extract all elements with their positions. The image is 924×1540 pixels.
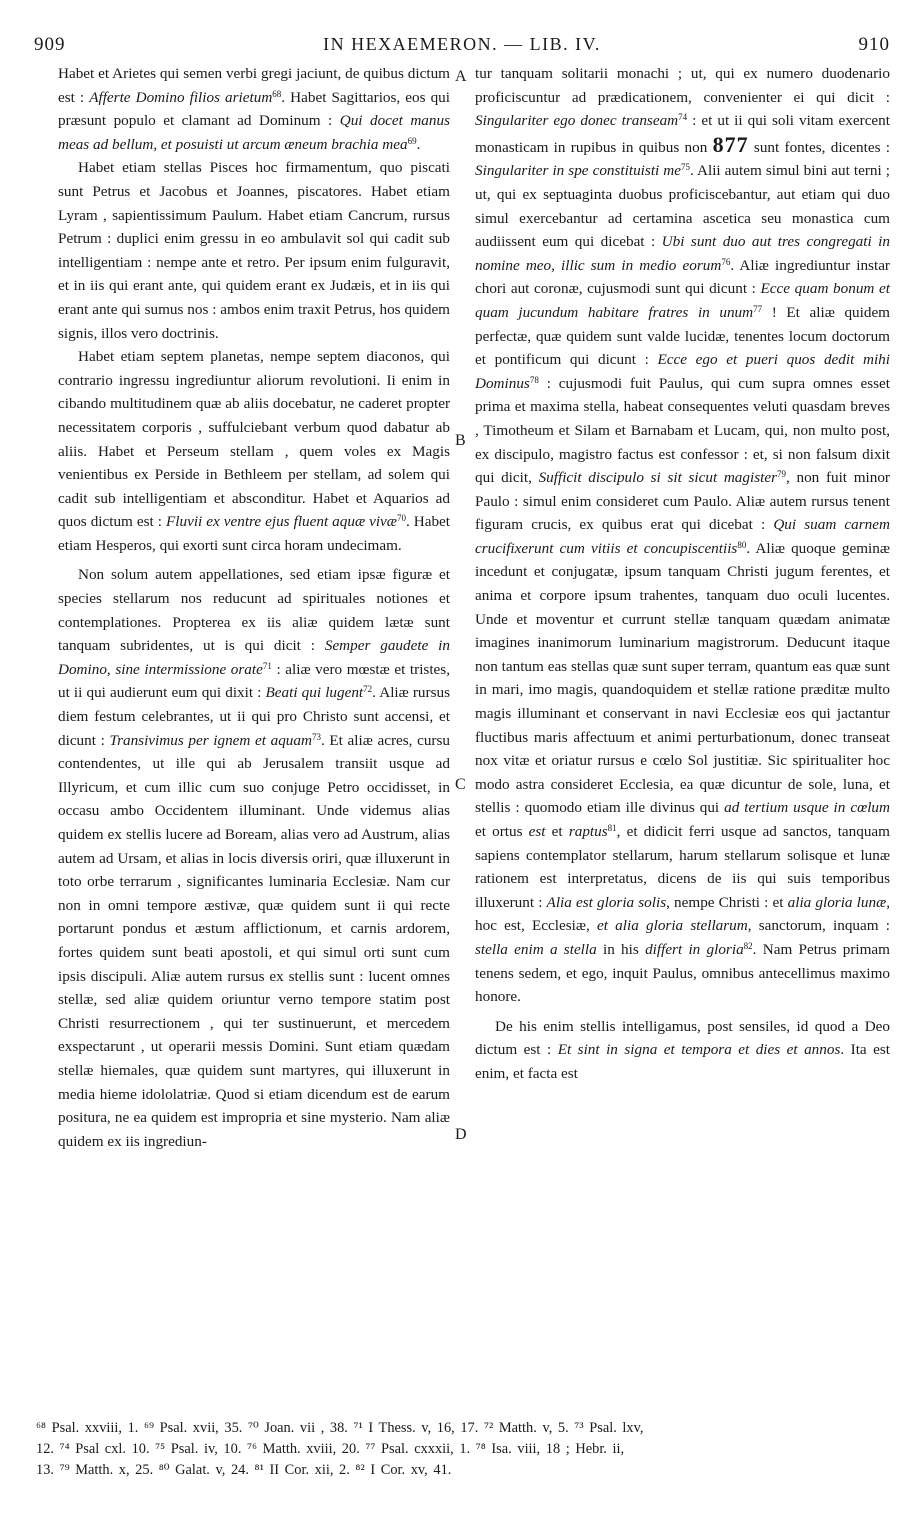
- footnote-line: ⁶⁸ Psal. xxviii, 1. ⁶⁹ Psal. xvii, 35. ⁷⁰ Joan. vii , 38. ⁷¹ I Thess. v, 16, 17. ⁷² Matth. v, 5. ⁷³ Psal. lxv,: [36, 1420, 644, 1436]
- margin-marker-b: B: [455, 432, 466, 449]
- running-title: IN HEXAEMERON. — LIB. IV.: [323, 34, 601, 54]
- paragraph: Habet et Arietes qui semen verbi gregi jaciunt, de quibus dictum est : Afferte Domino filios arietum$^{68}$. Habet Sagittarios, eos qui præsunt populo et clamant ad Dominum : Qui docet manus meas ad bellum, et posuisti ut arcum æneum brachia mea$^{69}$.: [58, 65, 450, 153]
- left-column: [58, 62, 450, 1153]
- paragraph: De his enim stellis intelligamus, post sensiles, id quod a Deo dictum est : Et sint in signa et tempora et dies et annos. Ita est enim, et facta est: [475, 1017, 891, 1082]
- paragraph: Habet etiam septem planetas, nempe septem diaconos, qui contrario ingressu ingrediuntur aliorum revolutioni. Ii enim in cibando multitudinem quæ ab aliis docebatur, ne caderet propter necessitatem corporis , suffulciebant verbum quod dabatur ab aliis. Habet et Perseum stellam , quem voles ex Magis venientibus ex Perside in Bethleem per stellam, ad solem qui cadit sub intelligentiam et absconditur. Habet et Aquarios ad quos dictum est : Fluvii ex ventre ejus fluent aquæ vivæ$^{70}$. Habet etiam Hesperos, qui exorti sunt circa horam undecimam.: [58, 348, 451, 554]
- margin-marker-a: A: [455, 68, 467, 85]
- paragraph: Non solum autem appellationes, sed etiam ipsæ figuræ et species stellarum nos reducunt ad spirituales notiones et contemplationes. Propterea ex iis aliæ quidem lætæ sunt tanquam subridentes, ut is qui dicit : Semper gaudete in Domino, sine intermissione orate$^{71}$ : aliæ vero mœstæ et tristes, ut ii qui audierunt eum qui dixit : Beati qui lugent$^{72}$. Aliæ rursus diem festum celebrantes, ut ii qui pro Christo sunt accensi, et dicunt : Transivimus per ignem et aquam$^{73}$. Et aliæ acres, cursu contendentes, ut ille qui ab Jerusalem transiit usque ad Illyricum, et cum illic cum suo conjuge Petro occidisset, in occasu ambo Occidentem illuminant. Unde videmus alias quidem ex stellis lucere ad Boream, alias vero ad Austrum, alias autem ad Ursam, et alias in locis diversis oriri, quæ illuxerunt in toto orbe terrarum , significantes luminaria Ecclesiæ. Nam cur non in omni tempore æstivæ, quæ quidem sunt ii qui recte portarunt pondus et æstum afflictionum, et carnis ardorem, fortes quidem sunt beati apostoli, et qui simul orti sunt cum ipsis discipuli. Aliæ autem rursus ex stellis sunt : lucent omnes stellæ, sed aliæ quidem oriuntur verno tempore statim post Christi resurrectionem , qui ter sustinuerunt, et mercedem exspectarunt , ut operarii messis Domini. Sunt etiam quædam stellæ hiemales, quæ quidem sunt martyres, qui illuxerunt in media hieme idololatriæ. Quod si etiam dicendum est de earum positura, ne ea quidem est impropria et sine mysterio. Nam aliæ quidem ex iis ingrediun-: [58, 566, 450, 1150]
- paragraph: tur tanquam solitarii monachi ; ut, qui ex numero duodenario proficiscuntur ad prædicationem, convenienter ei qui dicit : Singulariter ego donec transeam$^{74}$ : et ut ii qui soli vitam exercent monasticam in rupibus in quibus non 877 sunt fontes, dicentes : Singulariter in spe constituisti $me^{75}$. Alii autem simul bini aut terni ; ut, qui ex septuaginta duobus proficiscebantur, aut etiam qui duo simul exercebantur ad certamina ascetica seu monastica cum audiissent eum qui dicebat : Ubi sunt duo aut tres congregati in nomine meo, illic sum in medio eorum$^{76}$. Aliæ ingrediuntur instar chori aut coronæ, cujusmodi sunt qui dicunt : Ecce quam bonum et quam jucundum habitare fratres in unum$^{77}$ ! Et aliæ quidem perfectæ, quæ quidem sunt valde lucidæ, tenentes locum doctorum et pontificum qui dicunt : Ecce ego et pueri quos dedit mihi Dominus$^{78}$ : cujusmodi fuit Paulus, qui cum supra omnes esset prima et maxima stella, habeat consequentes veluti quasdam breves , Timotheum et Silam et Barnabam et Lucam, qui, non multo post, ex discipulo, magistro factus est confessor : et, si non falsum dixit qui dicit, Sufficit discipulo si sit sicut magister$^{79}$, non fuit minor Paulo : simul enim consideret cum Paulo. Aliæ autem rursus tenent figuram crucis, ex quibus erat qui dicebat : Qui suam carnem crucifixerunt cum vitiis et concupiscentiis$^{80}$. Aliæ quoque geminæ incedunt et conjugatæ, ipsum tanquam Christi jugum ferentes, et anima et corpore ipsum trahentes, tanquam duo oculi lucentes. Unde et moventur et currunt stellæ tanquam quædam animatæ imagines inanimorum luminarium magistrorum. Deducunt itaque non tantum eas stellas quæ sunt super terram, quantum eas quæ sunt in mari, imo magis, quandoquidem et stellæ ratione præditæ multo magis illuminant et conservant in navi Ecclesiæ eos qui jactantur fluctibus maris affectuum et animi perturbationum, donec transeat nox vitæ et oriatur rursus e cœlo Sol justitiæ. Sic spiritualiter hoc modo astra consideret Ecclesia, ea quæ dicuntur de sole, luna, et stellis : quomodo etiam ille divinus qui ad tertium usque in cœlum et ortus est et raptus$^{81}$, et didicit ferri usque ad sanctos, tanquam sapiens contemplator stellarum, harum stellarum solisque et lunæ rationem est interpretatus, dicens de iis qui suis temporibus illuxerunt : Alia est gloria solis, nempe Christi : et alia gloria lunæ, hoc est, Ecclesiæ, et alia gloria stellarum, sanctorum, inquam : stella enim a stella in his differt in gloria$^{82}$. Nam Petrus primam tenens sedem, et ego, inquit Paulus, omnibus antecellimus maximo honore.: [475, 65, 891, 1006]
- paragraph: Habet etiam stellas Pisces hoc firmamentum, quo piscati sunt Petrus et Jacobus et Joannes, piscatores. Habet etiam Lyram , sapientissimum Paulum. Habet etiam Cancrum, rursus Petrum : duplici enim gressu in eo ambulavit sol qui cadit sub intelligentiam : nempe ante et retro. Per ipsum enim fulguravit, et in iis qui erant ante, qui quidem erant ex Judæis, et in iis qui erant ante qui sumus nos : ambos enim traxit Petrus, hos quidem signis, illos vero doctrinis.: [58, 159, 450, 342]
- running-header: [34, 34, 890, 58]
- footnotes: [36, 1418, 896, 1481]
- margin-marker-d: D: [455, 1126, 467, 1143]
- footnote-line: 12. ⁷⁴ Psal cxl. 10. ⁷⁵ Psal. iv, 10. ⁷⁶ Matth. xviii, 20. ⁷⁷ Psal. cxxxii, 1. ⁷⁸ Isa. viii, 18 ; Hebr. ii,: [36, 1441, 625, 1457]
- right-page-number: 910: [858, 34, 890, 55]
- footnote-line: 13. ⁷⁹ Matth. x, 25. ⁸⁰ Galat. v, 24. ⁸¹ II Cor. xii, 2. ⁸² I Cor. xv, 41.: [36, 1462, 452, 1478]
- column-number: 877: [712, 131, 749, 157]
- right-column: [475, 62, 890, 1086]
- left-page-number: 909: [34, 34, 66, 55]
- margin-marker-c: C: [455, 776, 466, 793]
